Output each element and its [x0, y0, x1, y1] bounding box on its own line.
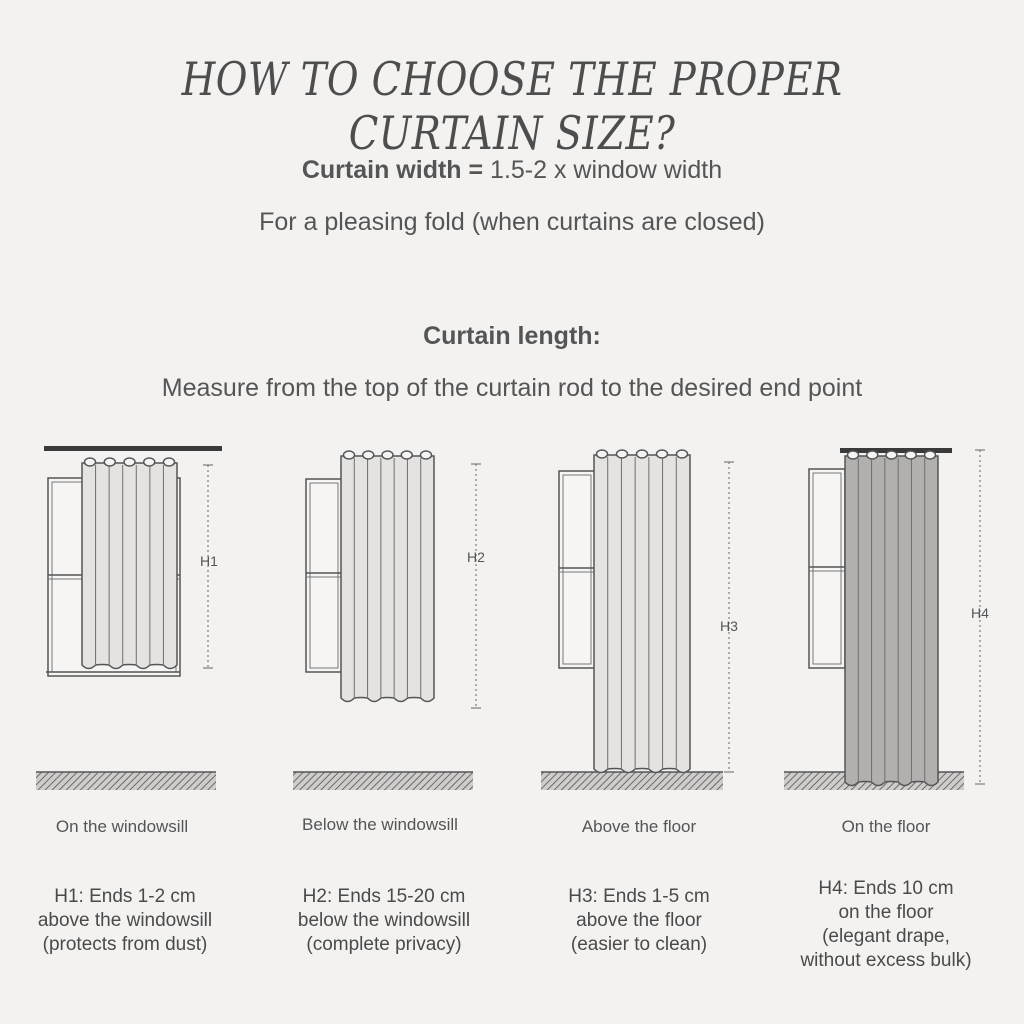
curtain-length-note: Measure from the top of the curtain rod to the desired end point: [161, 374, 863, 402]
grommet-ring: [421, 451, 432, 459]
grommet-ring: [401, 451, 412, 459]
height-marker-label: H1: [200, 553, 218, 569]
window-frame: [559, 471, 595, 668]
grommet-ring: [382, 451, 393, 459]
grommet-ring: [925, 451, 936, 459]
description-h1-line: H1: Ends 1-2 cm: [54, 886, 196, 907]
grommet-ring: [657, 450, 668, 458]
curtain-fabric: [594, 455, 690, 773]
height-marker-label: H3: [720, 618, 738, 634]
description-h4: [756, 877, 1016, 973]
description-h3: [509, 885, 769, 957]
description-h3-line: H3: Ends 1-5 cm: [568, 886, 710, 907]
caption-above-floor: Above the floor: [581, 817, 697, 836]
grommet-ring: [905, 451, 916, 459]
grommet-ring: [363, 451, 374, 459]
description-h2: [254, 885, 514, 957]
description-h4-line: (elegant drape,: [822, 926, 950, 947]
description-h1-line: above the windowsill: [37, 910, 213, 931]
curtain-width-note: For a pleasing fold (when curtains are closed): [259, 208, 765, 236]
curtain-width-formula: 1.5-2 x window width: [483, 156, 723, 184]
page-title: HOW TO CHOOSE THE PROPER CURTAIN SIZE?: [181, 52, 843, 160]
curtain-fabric: [341, 456, 434, 702]
floor-hatch: [36, 772, 216, 790]
grommet-ring: [144, 458, 155, 466]
curtain-rod: [44, 446, 222, 451]
description-h4-line: on the floor: [838, 902, 934, 923]
description-h4-line: H4: Ends 10 cm: [818, 878, 954, 899]
description-h3-line: above the floor: [576, 910, 702, 931]
grommet-ring: [886, 451, 897, 459]
curtain-panel-4: [784, 448, 989, 790]
grommet-ring: [104, 458, 115, 466]
description-h2-line: below the windowsill: [297, 910, 471, 931]
description-h2-line: H2: Ends 15-20 cm: [302, 886, 466, 907]
caption-windowsill: On the windowsill: [55, 817, 189, 836]
floor-hatch: [293, 772, 473, 790]
description-h4-line: without excess bulk): [800, 950, 972, 971]
curtain-fabric: [845, 456, 938, 786]
description-h1: [0, 885, 255, 957]
grommet-ring: [164, 458, 175, 466]
curtain-length-label: Curtain length:: [423, 322, 601, 350]
curtain-fabric: [82, 463, 177, 669]
grommet-ring: [85, 458, 96, 466]
description-h3-line: (easier to clean): [570, 934, 708, 955]
window-frame: [306, 479, 342, 672]
height-marker-label: H4: [971, 605, 989, 621]
grommet-ring: [617, 450, 628, 458]
grommet-ring: [597, 450, 608, 458]
curtain-panel-1: [36, 446, 222, 790]
curtain-panel-3: [541, 450, 738, 790]
grommet-ring: [344, 451, 355, 459]
height-marker-label: H2: [467, 549, 485, 565]
description-h1-line: (protects from dust): [42, 934, 208, 955]
caption-on-floor: On the floor: [841, 817, 931, 836]
curtain-width-label: Curtain width =: [301, 156, 484, 184]
grommet-ring: [848, 451, 859, 459]
description-h2-line: (complete privacy): [306, 934, 462, 955]
window-frame: [809, 469, 845, 668]
floor-hatch: [541, 772, 723, 790]
caption-below-windowsill: Below the windowsill: [302, 815, 458, 834]
grommet-ring: [124, 458, 135, 466]
grommet-ring: [637, 450, 648, 458]
grommet-ring: [867, 451, 878, 459]
curtain-panel-2: [293, 451, 485, 790]
grommet-ring: [677, 450, 688, 458]
